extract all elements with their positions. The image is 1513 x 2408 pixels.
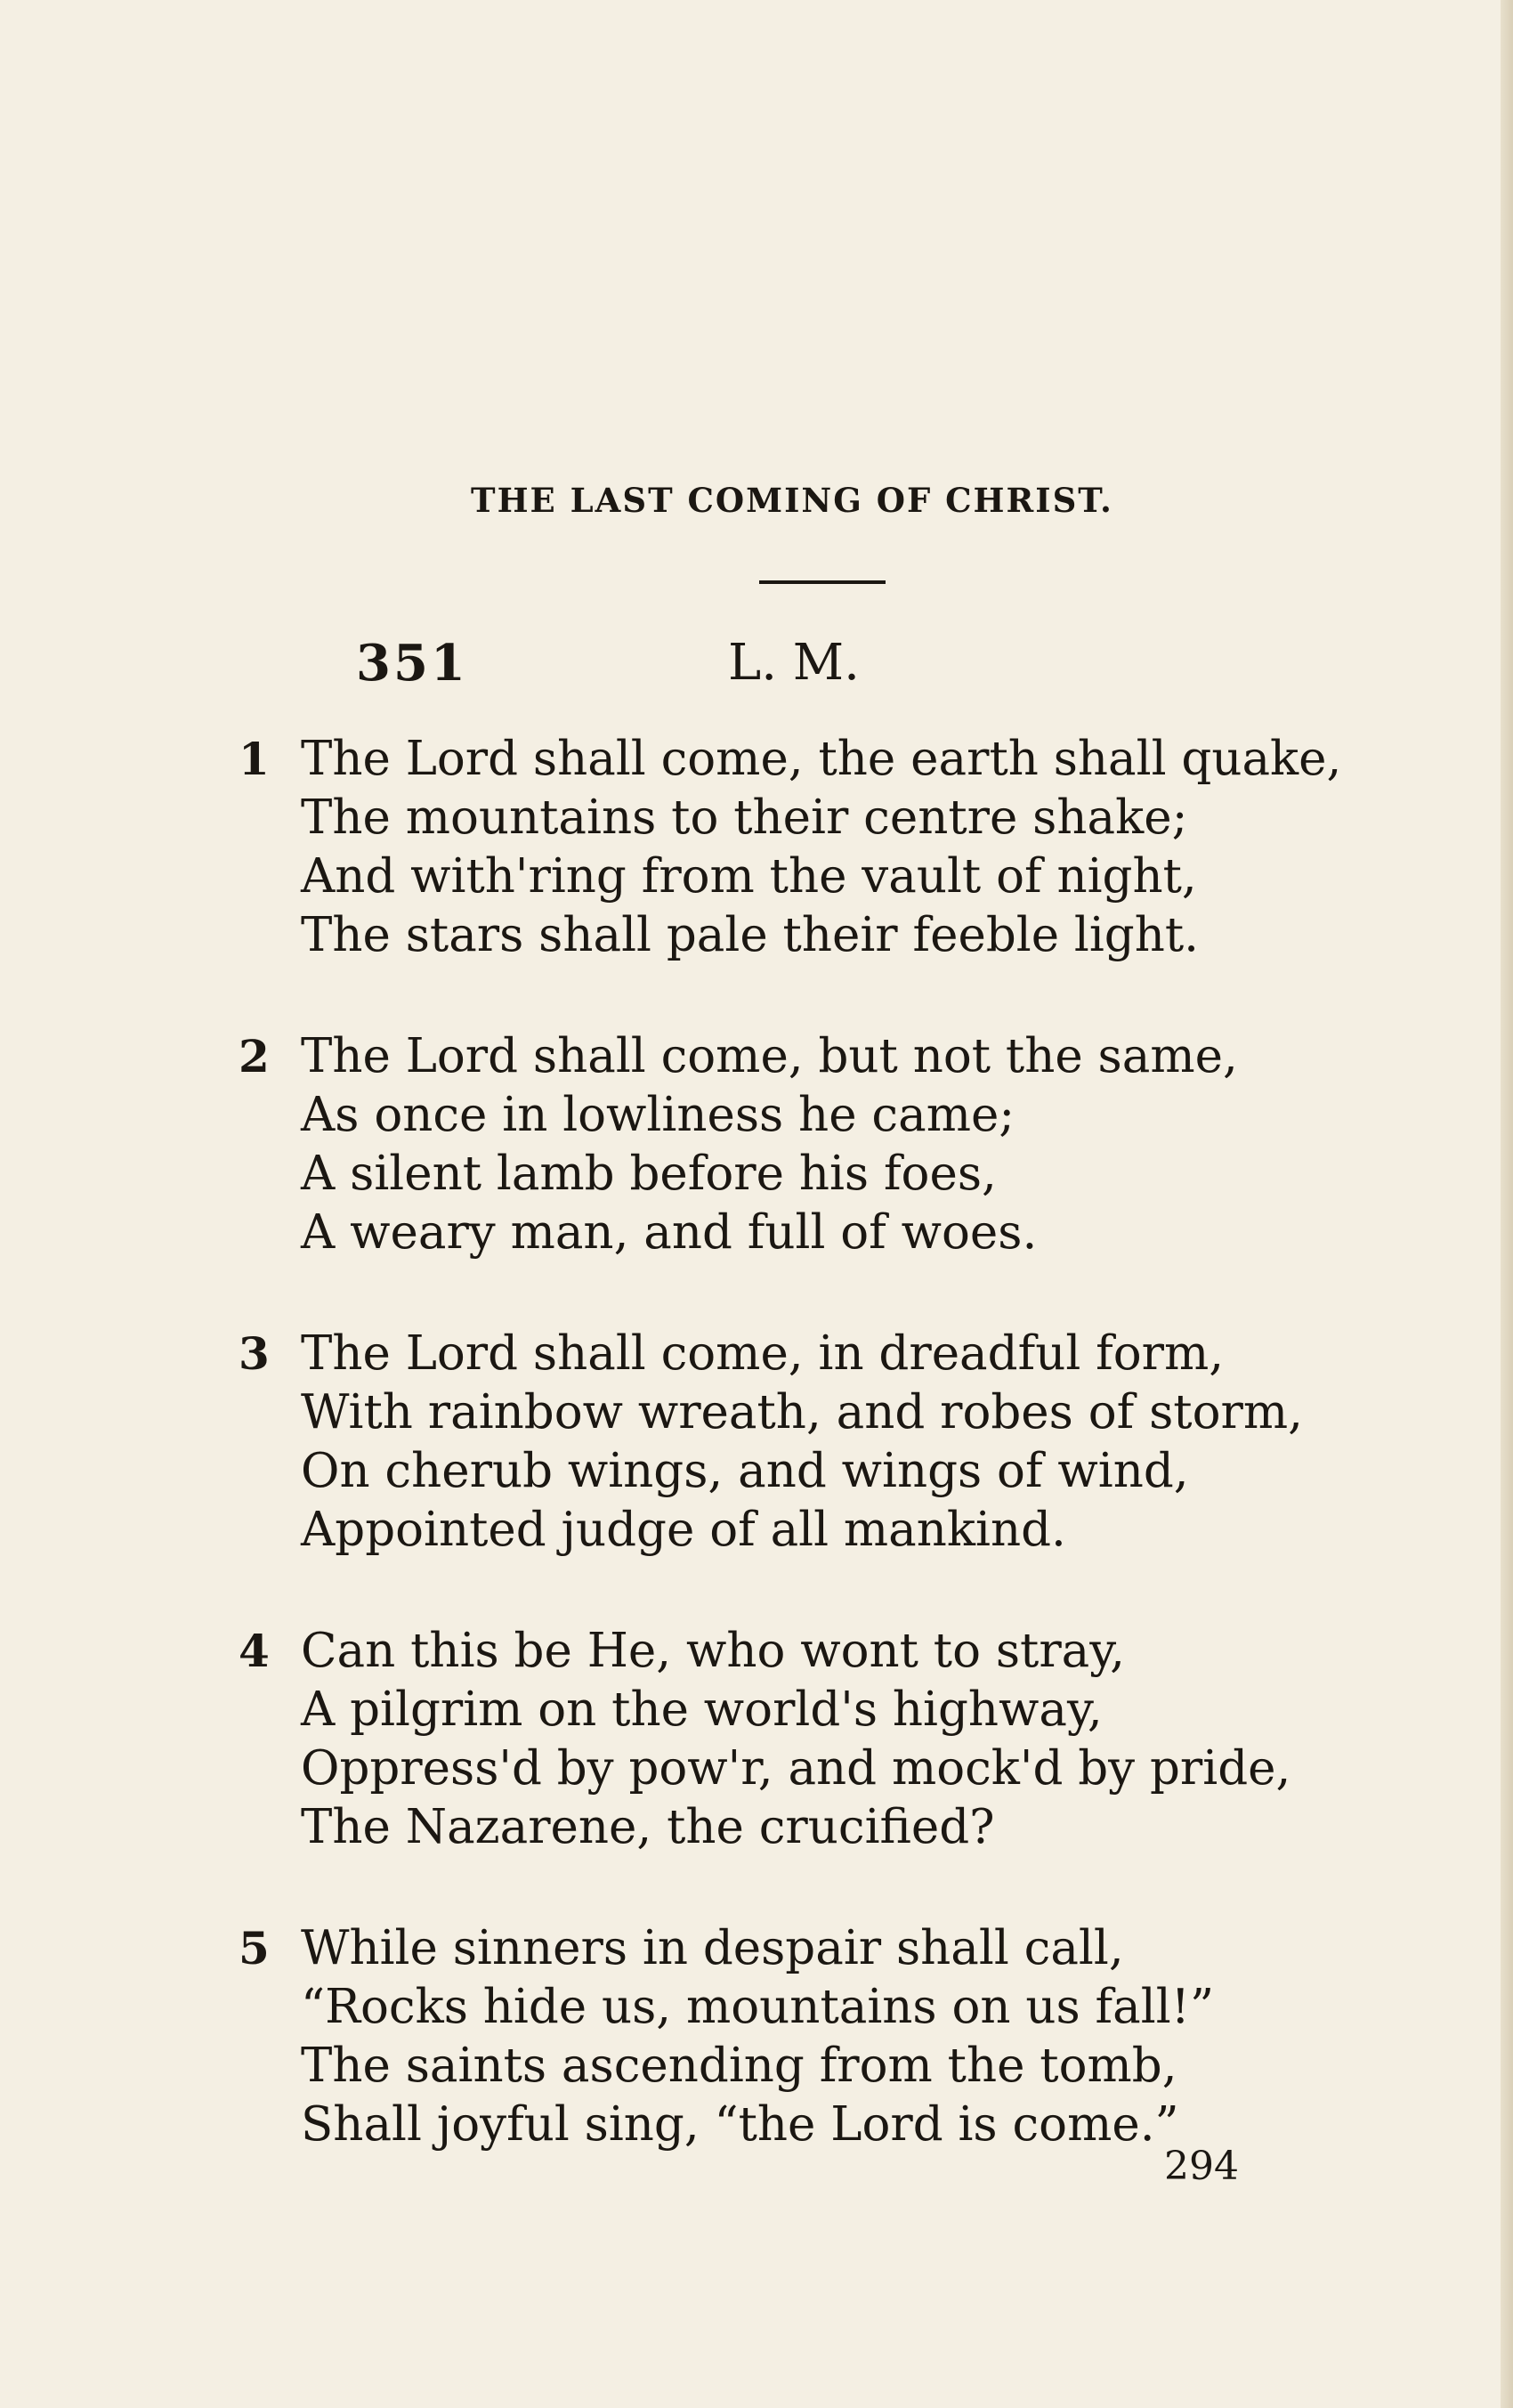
page-edge [1501,0,1513,2408]
stanza-line: As once in lowliness he came; [301,1088,1015,1142]
hymn-meter: L. M. [728,634,860,692]
stanza-line: With rainbow wreath, and robes of storm, [301,1385,1303,1439]
stanza-line: The Lord shall come, but not the same, [301,1029,1238,1083]
stanza-line: The mountains to their centre shake; [301,791,1188,845]
stanza-3 [239,1325,1431,1560]
running-head: THE LAST COMING OF CHRIST. [471,481,1113,520]
stanza-line: Can this be He, who wont to stray, [301,1624,1126,1678]
stanza-line: A weary man, and full of woes. [301,1205,1038,1260]
stanza-line: And with'ring from the vault of night, [301,849,1197,904]
stanza-number: 5 [239,1922,270,1974]
stanza-line: Oppress'd by pow'r, and mock'd by pride, [301,1741,1291,1796]
stanza-line: “Rocks hide us, mountains on us fall!” [301,1980,1215,2034]
stanza-5 [239,1919,1431,2154]
stanza-number: 1 [239,733,270,785]
stanza-line: Shall joyful sing, “the Lord is come.” [301,2097,1179,2152]
stanza-number: 4 [239,1625,270,1677]
stanza-line: The stars shall pale their feeble light. [301,908,1200,962]
stanza-line: A pilgrim on the world's highway, [301,1682,1103,1737]
hymn-number: 351 [356,634,468,693]
stanza-2 [239,1027,1431,1262]
stanza-4 [239,1622,1431,1857]
stanza-line: On cherub wings, and wings of wind, [301,1444,1189,1498]
stanza-line: A silent lamb before his foes, [301,1147,997,1201]
stanza-number: 2 [239,1030,270,1082]
stanza-number: 3 [239,1327,270,1380]
stanza-line: The Lord shall come, in dreadful form, [301,1326,1225,1381]
stanza-line: The Nazarene, the crucified? [301,1800,995,1854]
stanza-line: Appointed judge of all mankind. [301,1503,1066,1557]
stanza-line: While sinners in despair shall call, [301,1921,1124,1975]
stanza-line: The Lord shall come, the earth shall quake, [301,732,1342,786]
stanza-1 [239,730,1431,965]
stanza-line: The saints ascending from the tomb, [301,2039,1177,2093]
title-rule [759,580,886,584]
page-number: 294 [1164,2144,1239,2189]
